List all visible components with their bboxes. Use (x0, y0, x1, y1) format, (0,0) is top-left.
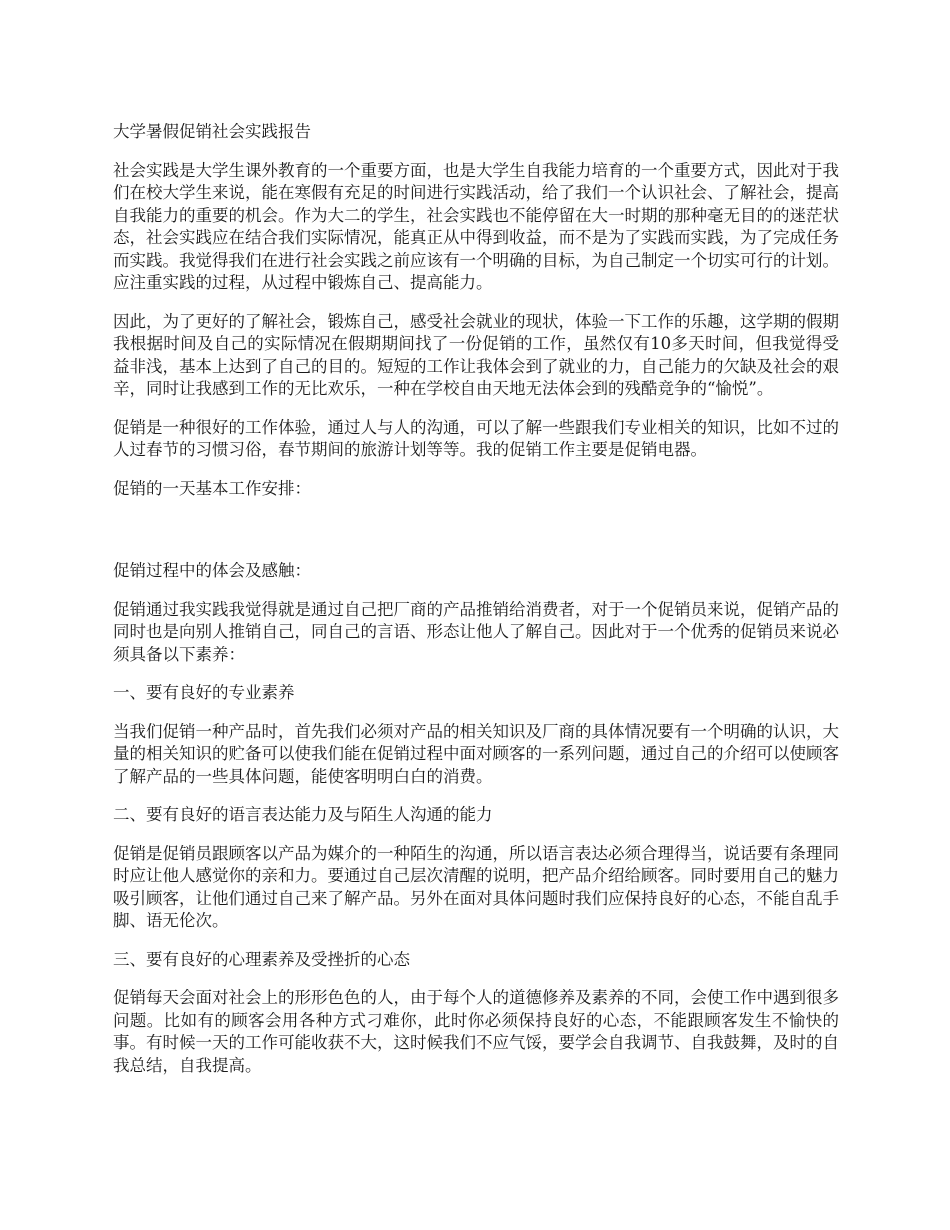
paragraph-reflections: 促销通过我实践我觉得就是通过自己把厂商的产品推销给消费者，对于一个促销员来说，促销产品的同时也是向别人推销自己，同自己的言语、形态让他人了解自己。因此对于一个优秀的促销员来说必须具备以下素养： (113, 599, 839, 664)
document-page (113, 121, 839, 1093)
subheading-professional-quality: 一、要有良好的专业素养 (113, 683, 295, 702)
paragraph-psychology: 促销每天会面对社会上的形形色色的人，由于每个人的道德修养及素养的不同，会使工作中遇到很多问题。比如有的顾客会用各种方式刁难你，此时你必须保持良好的心态，不能跟顾客发生不愉快的事。有时候一天的工作可能收获不大，这时候我们不应气馁，要学会自我调节、自我鼓舞，及时的自我总结，自我提高。 (113, 988, 839, 1075)
blank-space (113, 516, 839, 560)
document-title: 大学暑假促销社会实践报告 (113, 122, 311, 141)
paragraph-motivation: 因此，为了更好的了解社会，锻炼自己，感受社会就业的现状，体验一下工作的乐趣，这学期的假期我根据时间及自己的实际情况在假期期间找了一份促销的工作，虽然仅有10多天时间，但我觉得受益非浅，基本上达到了自己的目的。短短的工作让我体会到了就业的力，自己能力的欠缺及社会的艰辛，同时让我感到工作的无比欢乐，一种在学校自由天地无法体会到的残酷竞争的“愉悦”。 (113, 311, 839, 398)
paragraph-professional-quality: 当我们促销一种产品时，首先我们必须对产品的相关知识及厂商的具体情况要有一个明确的认识，大量的相关知识的贮备可以使我们能在促销过程中面对顾客的一系列问题，通过自己的介绍可以使顾客了解产品的一些具体问题，能使客明明白白的消费。 (113, 721, 839, 786)
section-heading-reflections: 促销过程中的体会及感触： (113, 561, 311, 580)
section-heading-daily-schedule: 促销的一天基本工作安排： (113, 478, 311, 498)
paragraph-communication: 促销是促销员跟顾客以产品为媒介的一种陌生的沟通，所以语言表达必须合理得当，说话要有条理同时应让他人感觉你的亲和力。要通过自己层次清醒的说明，把产品介绍给顾客。同时要用自己的魅力吸引顾客，让他们通过自己来了解产品。另外在面对具体问题时我们应保持良好的心态，不能自乱手脚、语无伦次。 (113, 843, 839, 930)
paragraph-experience: 促销是一种很好的工作体验，通过人与人的沟通，可以了解一些跟我们专业相关的知识，比如不过的人过春节的习惯习俗，春节期间的旅游计划等等。我的促销工作主要是促销电器。 (113, 417, 839, 459)
subheading-communication: 二、要有良好的语言表达能力及与陌生人沟通的能力 (113, 805, 493, 824)
paragraph-intro: 社会实践是大学生课外教育的一个重要方面，也是大学生自我能力培育的一个重要方式，因此对于我们在校大学生来说，能在寒假有充足的时间进行实践活动，给了我们一个认识社会、了解社会，提高自我能力的重要的机会。作为大二的学生，社会实践也不能停留在大一时期的那种毫无目的的迷茫状态，社会实践应在结合我们实际情况，能真正从中得到收益，而不是为了实践而实践，为了完成任务而实践。我觉得我们在进行社会实践之前应该有一个明确的目标，为自己制定一个切实可行的计划。应注重实践的过程，从过程中锻炼自己、提高能力。 (113, 160, 839, 292)
subheading-psychology: 三、要有良好的心理素养及受挫折的心态 (113, 949, 410, 969)
